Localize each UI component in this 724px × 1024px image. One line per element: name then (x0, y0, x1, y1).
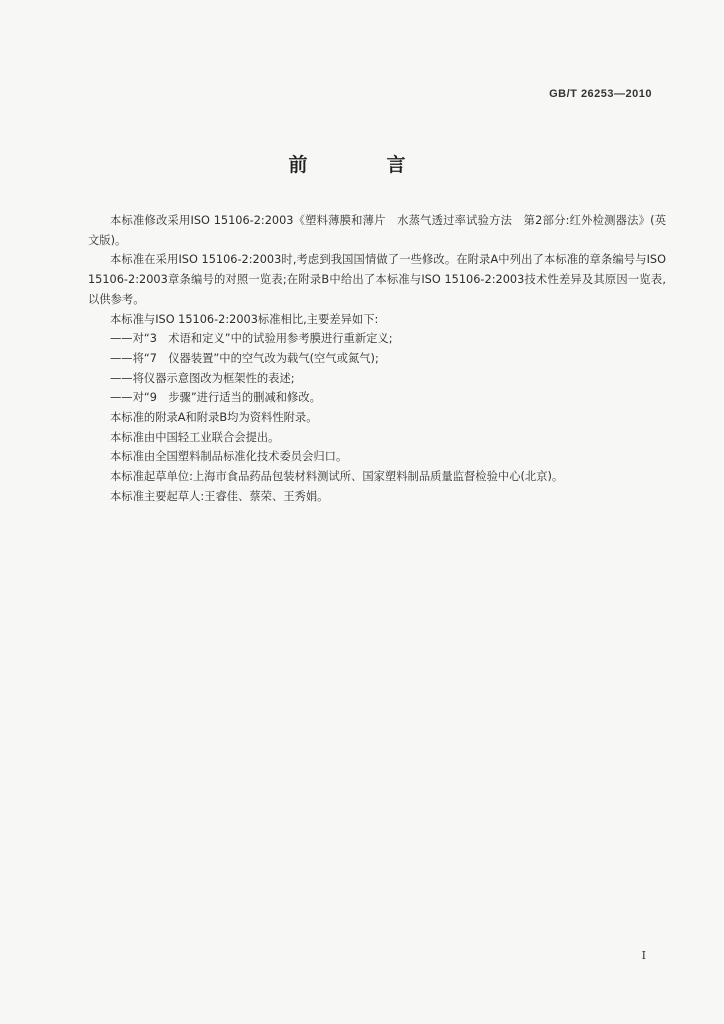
paragraph-adoption: 本标准修改采用ISO 15106-2:2003《塑料薄膜和薄片 水蒸气透过率试验方法 第2部分:红外检测器法》(英文版)。 (88, 214, 666, 247)
foreword-body (88, 211, 666, 507)
paragraph-drafters: 本标准主要起草人:王睿佳、蔡荣、王秀娟。 (110, 489, 329, 503)
paragraph-drafting-units: 本标准起草单位:上海市食品药品包装材料测试所、国家塑料制品质量监督检验中心(北京)。 (110, 470, 564, 484)
standard-code: GB/T 26253—2010 (549, 88, 652, 100)
paragraph-differences-intro: 本标准与ISO 15106-2:2003标准相比,主要差异如下: (110, 312, 379, 326)
paragraph-proposer: 本标准由中国轻工业联合会提出。 (110, 430, 280, 444)
difference-item: ——将“7 仪器装置”中的空气改为载气(空气或氮气); (110, 351, 379, 365)
difference-item: ——将仪器示意图改为框架性的表述; (110, 371, 295, 385)
paragraph-administrator: 本标准由全国塑料制品标准化技术委员会归口。 (110, 450, 348, 464)
page-number: I (641, 949, 646, 962)
page-title: 前 言 (288, 154, 436, 176)
paragraph-modifications: 本标准在采用ISO 15106-2:2003时,考虑到我国国情做了一些修改。在附录A中列出了本标准的章条编号与ISO 15106-2:2003章条编号的对照一览表;在附录B中给出了本标准与ISO 15106-2:2003技术性差异及其原因一览表,以供参考。 (88, 253, 666, 306)
difference-item: ——对“9 步骤”进行适当的删减和修改。 (110, 391, 321, 405)
difference-item: ——对“3 术语和定义”中的试验用参考膜进行重新定义; (110, 332, 393, 346)
paragraph-annex: 本标准的附录A和附录B均为资料性附录。 (110, 411, 318, 425)
